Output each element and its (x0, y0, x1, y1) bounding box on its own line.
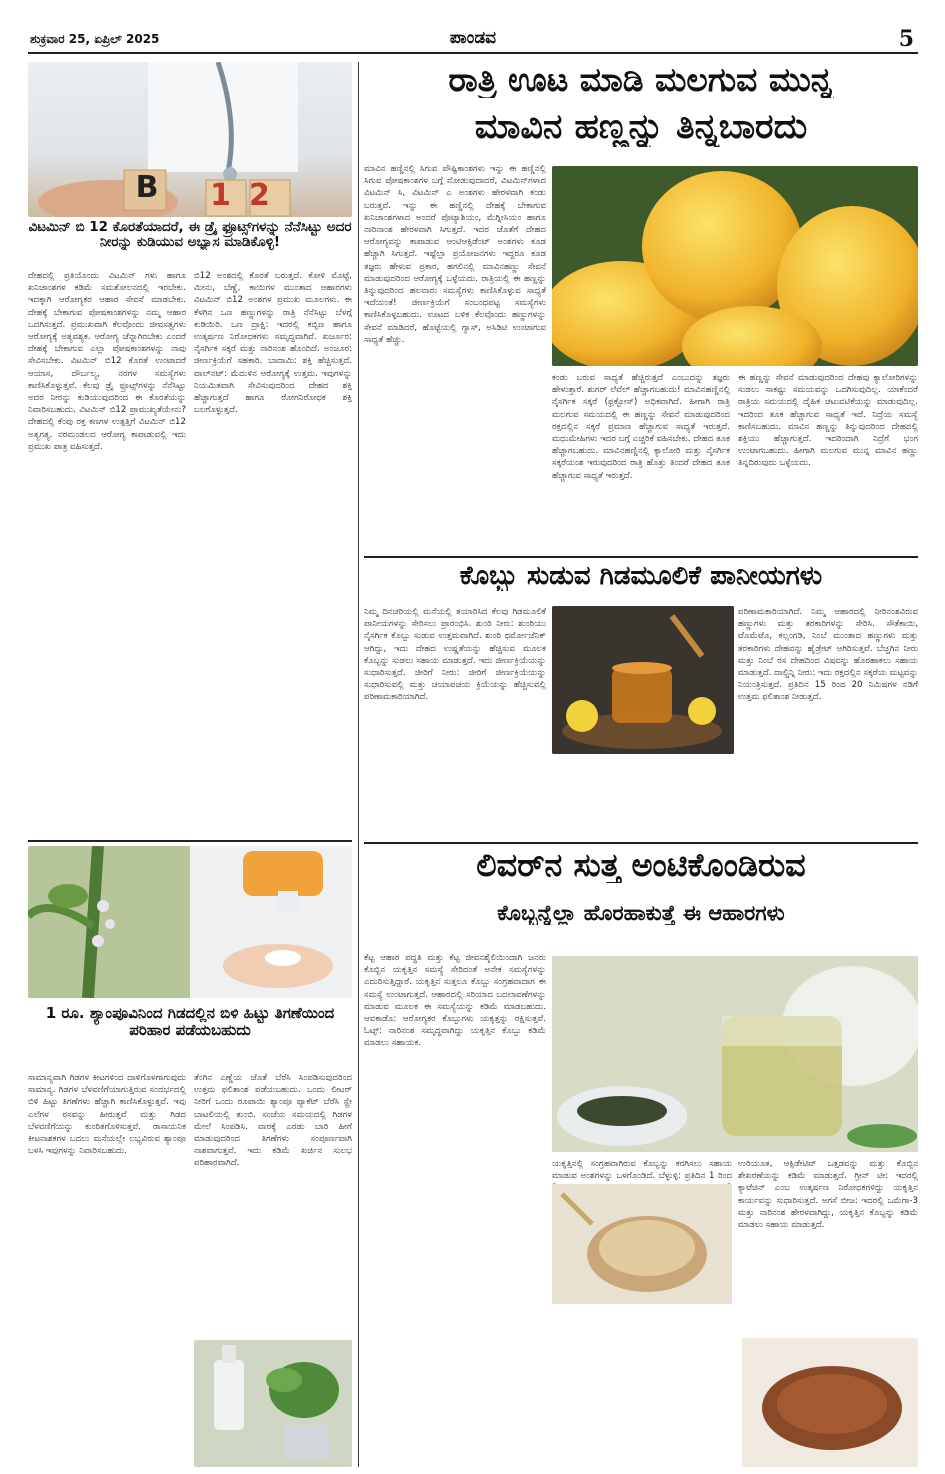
mango-fruit-image (552, 166, 918, 366)
tea-body-col1: ನಿಮ್ಮ ದಿನಚರಿಯಲ್ಲಿ ಮನೆಯಲ್ಲಿ ತಯಾರಿಸಿದ ಕೆಲವು ಗಿಡಮೂಲಿಕೆ ಪಾನೀಯಗಳನ್ನು ಸೇರಿಸಲು ಪ್ರಾರಂಭಿಸಿ. ಶುಂಠಿ ನೀರು: ಶುಂಠಿಯು ನೈಸರ್ಗಿಕ ಕೊಬ್ಬು ಸುಡುವ ಉತ್ತಮವಾಗಿದೆ. ಶುಂಠಿ ಥರ್ಮೋಜೆನಿಕ್ ಆಗಿದ್ದು, ಇದು ದೇಹದ ಉಷ್ಣತೆಯನ್ನು ಹೆಚ್ಚಿಸುವ ಮೂಲಕ ಕೊಬ್ಬನ್ನು ಸುಡಲು ಸಹಾಯ ಮಾಡುತ್ತದೆ. ಇದು ಜೀರ್ಣಕ್ರಿಯೆಯನ್ನು ಸುಧಾರಿಸುತ್ತದೆ. ಜೀರಿಗೆ ನೀರು: ಜೀರಿಗೆ ಜೀರ್ಣಕ್ರಿಯೆಯನ್ನು ಸುಧಾರಿಸುವಲ್ಲಿ ಮತ್ತು ಚಯಾಪಚಯ ಕ್ರಿಯೆಯನ್ನು ಹೆಚ್ಚಿಸುವಲ್ಲಿ ಪರಿಣಾಮಕಾರಿಯಾಗಿದೆ. (364, 607, 546, 703)
mango-body-left: ಮಾವಿನ ಹಣ್ಣಿನಲ್ಲಿ ಸಿಗುವ ಪೌಷ್ಟಿಕಾಂಶಗಳು ಇನ್ನು ಈ ಹಣ್ಣಿನಲ್ಲಿ ಸಿಗುವ ಪೋಷಕಾಂಶಗಳ ಬಗ್ಗೆ ನೋಡುವುದಾದರೆ, ವಿಟಮಿನ್‌ಗಳಾದ ವಿಟಮಿನ್ ಸಿ, ವಿಟಮಿನ್ ಎ ಅಂಶಗಳು ಹೇರಳವಾಗಿ ಕಂಡು ಬರುತ್ತವೆ. ಇನ್ನು ಈ ಹಣ್ಣಿನಲ್ಲಿ ದೇಹಕ್ಕೆ ಬೇಕಾಗುವ ಖನಿಜಾಂಶಗಳಾದ ಅಂದರೆ ಪೊಟ್ಯಾಶಿಯಂ, ಮೆಗ್ನೀಸಿಯಂ ಹಾಗೂ ನಾರಿನಾಂಶ ಹೇರಳವಾಗಿ ಸಿಗುತ್ತದೆ. ಇದರ ಜೊತೆಗೆ ದೇಹದ ಆರೋಗ್ಯವನ್ನು ಕಾಪಾಡುವ ಆಂಟಿಆಕ್ಸಿಡೆಂಟ್ ಅಂಶಗಳು ಕೂಡ ಹೆಚ್ಚಾಗಿ ಸಿಗುತ್ತದೆ. ಇಷ್ಟೆಲ್ಲಾ ಪ್ರಯೋಜನಗಳು ಇದ್ದರೂ ಕೂಡ ತಜ್ಞರು ಹೇಳುವ ಪ್ರಕಾರ, ಹಗಲಿನಲ್ಲಿ ಮಾವಿನಹಣ್ಣು ಸೇವನೆ ಮಾಡುವುದರಿಂದ ಆರೋಗ್ಯಕ್ಕೆ ಒಳ್ಳೆಯದು. ರಾತ್ರಿಯಲ್ಲಿ ಈ ಹಣ್ಣನ್ನು ತಿನ್ನುವುದರಿಂದ ಹಲವಾರು ಸಮಸ್ಯೆಗಳು ಕಾಣಿಸಿಕೊಳ್ಳುವ ಸಾಧ್ಯತೆ ಇದೆಯಂತೆ! ಜೀರ್ಣಕ್ರಿಯೆಗೆ ಸಂಬಂಧಪಟ್ಟ ಸಮಸ್ಯೆಗಳು ಕಾಣಿಸಿಕೊಳ್ಳಬಹುದು. ಊಟದ ಬಳಿಕ ಕೆಲವೊಂದು ಹಣ್ಣುಗಳನ್ನು ಸೇವನೆ ಮಾಡಿದರೆ, ಹೊಟ್ಟೆಯಲ್ಲಿ ಗ್ಯಾಸ್, ಅಸಿಡಿಟಿ ಉಂಟಾಗುವ ಸಾಧ್ಯತೆ ಹೆಚ್ಚು. (364, 164, 546, 345)
green-tea-image (552, 956, 918, 1152)
b12-body-col1: ದೇಹದಲ್ಲಿ ಪ್ರತಿಯೊಂದು ವಿಟಮಿನ್ ಗಳು ಹಾಗೂ ಖನಿಜಾಂಶಗಳ ಕಡಿಮೆ ಸಮತೋಲನದಲ್ಲಿ ಇರಬೇಕು. ಇದಕ್ಕಾಗಿ ಆರೋಗ್ಯಕರ ಆಹಾರ ಸೇವನೆ ಮಾಡಬೇಕು. ದೇಹಕ್ಕೆ ಬೇಕಾಗುವ ಪೋಷಕಾಂಶಗಳನ್ನು ನಮ್ಮ ಆಹಾರ ಒದಗಿಸುತ್ತದೆ. ಪ್ರಮುಖವಾಗಿ ಕೆಲವೊಂದು ಜೀವಸತ್ವಗಳು ಆರೋಗ್ಯಕ್ಕೆ ಅತ್ಯವಶ್ಯಕ. ಆರೋಗ್ಯ ಚೆನ್ನಾಗಿರಬೇಕು ಎಂದರೆ ದೇಹಕ್ಕೆ ಬೇಕಾಗುವ ಎಲ್ಲಾ ಪೋಷಕಾಂಶಗಳನ್ನು ನಾವು ಸೇವಿಸಬೇಕು. ವಿಟಮಿನ್ ಬಿ12 ಕೊರತೆ ಉಂಟಾದರೆ ಆಯಾಸ, ದೌರ್ಬಲ್ಯ, ನರಗಳ ಸಮಸ್ಯೆಗಳು ಕಾಣಿಸಿಕೊಳ್ಳುತ್ತವೆ. ಕೆಲವು ಡ್ರೈ ಫ್ರೂಟ್ಸ್‌ಗಳನ್ನು ನೆನೆಸಿಟ್ಟು ಅದರ ನೀರನ್ನು ಕುಡಿಯುವುದರಿಂದ ಈ ಕೊರತೆಯನ್ನು ನಿವಾರಿಸಬಹುದು. ವಿಟಮಿನ್ ಬಿ12 ಪ್ರಾಮುಖ್ಯತೆಯೇನು? ದೇಹದಲ್ಲಿ ಕೆಂಪು ರಕ್ತ ಕಣಗಳ ಉತ್ಪತ್ತಿಗೆ ವಿಟಮಿನ್ ಬಿ12 ಅತ್ಯಗತ್ಯ. ನರಮಂಡಲದ ಆರೋಗ್ಯ ಕಾಪಾಡುವಲ್ಲಿ ಇದು ಪ್ರಮುಖ ಪಾತ್ರ ವಹಿಸುತ್ತದೆ. (28, 271, 186, 452)
liver-body-col1: ಕೆಟ್ಟ ಆಹಾರ ಪದ್ಧತಿ ಮತ್ತು ಕೆಟ್ಟ ಜೀವನಶೈಲಿಯಿಂದಾಗಿ ಜನರು ಕೊಬ್ಬಿನ ಯಕೃತ್ತಿನ ಸಮಸ್ಯೆ ಸೇರಿದಂತೆ ಅನೇಕ ಸಮಸ್ಯೆಗಳನ್ನು ಎದುರಿಸುತ್ತಿದ್ದಾರೆ. ಯಕೃತ್ತಿನ ಸುತ್ತಲೂ ಕೊಬ್ಬು ಸಂಗ್ರಹವಾದಾಗ ಈ ಸಮಸ್ಯೆ ಉಂಟಾಗುತ್ತದೆ. ಆಹಾರದಲ್ಲಿ ಸರಿಯಾದ ಬದಲಾವಣೆಗಳನ್ನು ಮಾಡುವ ಮೂಲಕ ಈ ಸಮಸ್ಯೆಯನ್ನು ಕಡಿಮೆ ಮಾಡಬಹುದು. ಆವಕಾಡೊ: ಆರೋಗ್ಯಕರ ಕೊಬ್ಬುಗಳು ಯಕೃತ್ತನ್ನು ರಕ್ಷಿಸುತ್ತವೆ. ಓಟ್ಸ್: ನಾರಿನಂಶ ಸಮೃದ್ಧವಾಗಿದ್ದು ಯಕೃತ್ತಿನ ಕೊಬ್ಬು ಕಡಿಮೆ ಮಾಡಲು ಸಹಾಯಕ. (364, 953, 546, 1049)
liver-headline-line2: ಕೊಬ್ಬನ್ನೆಲ್ಲಾ ಹೊರಹಾಕುತ್ತೆ ಈ ಆಹಾರಗಳು (497, 902, 785, 925)
b12-body-col2: ಬಿ12 ಅಂಶದಲ್ಲಿ ಕೊರತೆ ಬರುತ್ತದೆ. ಕೋಳಿ ಮೊಟ್ಟೆ, ಮೀನು, ಬೆಣ್ಣೆ, ಕಾಯಿಗಳ ಮುಂತಾದ ಆಹಾರಗಳು ವಿಟಮಿನ್ ಬಿ12 ಅಂಶಗಳ ಪ್ರಮುಖ ಮೂಲಗಳು. ಈ ಕೆಳಗಿನ ಒಣ ಹಣ್ಣುಗಳನ್ನು ರಾತ್ರಿ ನೆನೆಸಿಟ್ಟು ಬೆಳಗ್ಗೆ ಕುಡಿಯಿರಿ. ಒಣ ದ್ರಾಕ್ಷಿ: ಇದರಲ್ಲಿ ಕಬ್ಬಿಣ ಹಾಗೂ ಉತ್ಕರ್ಷಣ ನಿರೋಧಕಗಳು ಸಮೃದ್ಧವಾಗಿವೆ. ಖರ್ಜೂರ: ನೈಸರ್ಗಿಕ ಸಕ್ಕರೆ ಮತ್ತು ನಾರಿನಂಶ ಹೊಂದಿದೆ. ಅಂಜೂರ: ಜೀರ್ಣಕ್ರಿಯೆಗೆ ಸಹಕಾರಿ. ಬಾದಾಮಿ: ಶಕ್ತಿ ಹೆಚ್ಚಿಸುತ್ತದೆ. ವಾಲ್‌ನಟ್: ಮೆದುಳಿನ ಆರೋಗ್ಯಕ್ಕೆ ಉತ್ತಮ. ಇವುಗಳನ್ನು ನಿಯಮಿತವಾಗಿ ಸೇವಿಸುವುದರಿಂದ ದೇಹದ ಶಕ್ತಿ ಹೆಚ್ಚಾಗುತ್ತದೆ ಹಾಗೂ ರೋಗನಿರೋಧಕ ಶಕ್ತಿ ಬಲಗೊಳ್ಳುತ್ತದೆ. (194, 271, 352, 416)
newspaper-masthead: ಪಾಂಡವ (449, 28, 497, 48)
liver-body-col2: ಯಕೃತ್ತಿನಲ್ಲಿ ಸಂಗ್ರಹವಾಗಿರುವ ಕೊಬ್ಬನ್ನು ಕರಗಿಸಲು ಸಹಾಯ ಮಾಡುವ ಅಂಶಗಳನ್ನು ಒಳಗೊಂಡಿದೆ. ಬೆಳ್ಳುಳ್ಳಿ: ಪ್ರತಿದಿನ 1 ರಿಂದ (552, 1159, 732, 1182)
tea-body-col2: ಪರಿಣಾಮಕಾರಿಯಾಗಿದೆ. ನಿಮ್ಮ ಆಹಾರದಲ್ಲಿ ನೀರಿನಂಶವಿರುವ ಹಣ್ಣುಗಳು ಮತ್ತು ತರಕಾರಿಗಳನ್ನು ಸೇರಿಸಿ. ಸೌತೆಕಾಯಿ, ಟೊಮೆಟೊ, ಕಲ್ಲಂಗಡಿ, ನಿಂಬೆ ಮುಂತಾದ ಹಣ್ಣುಗಳು ಮತ್ತು ತರಕಾರಿಗಳು ದೇಹವನ್ನು ಹೈಡ್ರೇಟ್ ಆಗಿರಿಸುತ್ತವೆ. ಬೆಚ್ಚಗಿನ ನೀರು ಮತ್ತು ನಿಂಬೆ ರಸ ದೇಹದಿಂದ ವಿಷವನ್ನು ಹೊರಹಾಕಲು ಸಹಾಯ ಮಾಡುತ್ತದೆ. ದಾಲ್ಚಿನ್ನಿ ನೀರು: ಇದು ರಕ್ತದಲ್ಲಿನ ಸಕ್ಕರೆಯ ಮಟ್ಟವನ್ನು ನಿಯಂತ್ರಿಸುತ್ತದೆ. ಪ್ರತಿದಿನ 15 ರಿಂದ 20 ನಿಮಿಷಗಳ ನಡಿಗೆ ಉತ್ತಮ ಫಲಿತಾಂಶ ನೀಡುತ್ತದೆ. (738, 607, 918, 703)
column-divider (358, 62, 359, 1467)
page-header (28, 28, 918, 54)
shampoo-body-col2: ತೆಂಗಿನ ಎಣ್ಣೆಯ ಜೊತೆ ಬೆರೆಸಿ ಸಿಂಪಡಿಸುವುದರಿಂದ ಉತ್ತಮ ಫಲಿತಾಂಶ ಪಡೆಯಬಹುದು. ಒಂದು ಲೀಟರ್ ನೀರಿಗೆ ಒಂದು ರೂಪಾಯಿ ಶ್ಯಾಂಪೂ ಪ್ಯಾಕೆಟ್ ಬೆರೆಸಿ ಸ್ಪ್ರೇ ಬಾಟಲಿಯಲ್ಲಿ ತುಂಬಿ. ಸಂಜೆಯ ಸಮಯದಲ್ಲಿ ಗಿಡಗಳ ಮೇಲೆ ಸಿಂಪಡಿಸಿ. ವಾರಕ್ಕೆ ಎರಡು ಬಾರಿ ಹೀಗೆ ಮಾಡುವುದರಿಂದ ತಿಗಣೆಗಳು ಸಂಪೂರ್ಣವಾಗಿ ನಾಶವಾಗುತ್ತವೆ. ಇದು ಕಡಿಮೆ ಖರ್ಚಿನ ಸುಲಭ ಪರಿಹಾರವಾಗಿದೆ. (194, 1073, 352, 1169)
b12-number-block: 12 (210, 178, 288, 213)
section-divider (28, 840, 352, 842)
shampoo-body-col1: ಸಾಮಾನ್ಯವಾಗಿ ಗಿಡಗಳ ಕೀಟಗಳಿಂದ ದಾಳಿಗೊಳಗಾಗುವುದು ಸಾಮಾನ್ಯ. ಗಿಡಗಳ ಬೆಳವಣಿಗೆಯಾಗುತ್ತಿರುವ ಸಂದರ್ಭದಲ್ಲಿ ಬಿಳಿ ಹಿಟ್ಟು ತಿಗಣೆಗಳು ಹೆಚ್ಚಾಗಿ ಕಾಣಿಸಿಕೊಳ್ಳುತ್ತವೆ. ಇವು ಎಲೆಗಳ ರಸವನ್ನು ಹೀರುತ್ತವೆ ಮತ್ತು ಗಿಡದ ಬೆಳವಣಿಗೆಯನ್ನು ಕುಂಠಿತಗೊಳಿಸುತ್ತವೆ. ರಾಸಾಯನಿಕ ಕೀಟನಾಶಕಗಳ ಬದಲು ಮನೆಯಲ್ಲೇ ಲಭ್ಯವಿರುವ ಶ್ಯಾಂಪೂ ಬಳಸಿ ಇವುಗಳನ್ನು ನಿವಾರಿಸಬಹುದು. (28, 1073, 186, 1157)
b12-headline: ವಿಟಮಿನ್ ಬಿ 12 ಕೊರತೆಯಾದರೆ, ಈ ಡ್ರೈ ಫ್ರೂಟ್ಸ್‌ಗಳನ್ನು ನೆನೆಸಿಟ್ಟು ಅದರ ನೀರನ್ನು ಕುಡಿಯುವ ಅಭ್ಯಾಸ ಮಾಡಿಕೊಳ್ಳಿ! (28, 220, 352, 250)
liver-body-col3: ಉರಿಯೂತ, ಆಕ್ಸಿಡೇಟಿವ್ ಒತ್ತಡವನ್ನು ಮತ್ತು ಕೊಬ್ಬಿನ ಶೇಖರಣೆಯನ್ನು ಕಡಿಮೆ ಮಾಡುತ್ತದೆ. ಗ್ರೀನ್ ಟೀ: ಇದರಲ್ಲಿ ಕ್ಯಾಟೆಚಿನ್ ಎಂಬ ಉತ್ಕರ್ಷಣ ನಿರೋಧಕಗಳಿದ್ದು ಯಕೃತ್ತಿನ ಕಾರ್ಯವನ್ನು ಸುಧಾರಿಸುತ್ತದೆ. ಅಗಸೆ ಬೀಜ: ಇದರಲ್ಲಿ ಒಮೆಗಾ-3 ಮತ್ತು ನಾರಿನಂಶ ಹೇರಳವಾಗಿದ್ದು, ಯಕೃತ್ತಿನ ಕೊಬ್ಬನ್ನು ಕಡಿಮೆ ಮಾಡಲು ಸಹಾಯ ಮಾಡುತ್ತದೆ. (738, 1159, 918, 1231)
oats-image (552, 1184, 732, 1304)
flax-seeds-image (742, 1338, 918, 1467)
section-divider (364, 556, 918, 558)
mango-headline-line2: ಮಾವಿನ ಹಣ್ಣನ್ನು ತಿನ್ನಬಾರದು (474, 108, 808, 147)
section-divider (364, 842, 918, 844)
shampoo-headline: 1 ರೂ. ಶ್ಯಾಂಪೂವಿನಿಂದ ಗಿಡದಲ್ಲಿನ ಬಿಳಿ ಹಿಟ್ಟು ತಿಗಣೆಯಿಂದ ಪರಿಹಾರ ಪಡೆಯಬಹುದು (45, 1005, 335, 1038)
b12-letter-block: B (135, 170, 159, 205)
spray-plant-image (194, 1340, 352, 1467)
page-number: 5 (898, 26, 914, 52)
liver-headline-line1: ಲಿವರ್‌ನ ಸುತ್ತ ಅಂಟಿಕೊಂಡಿರುವ (476, 848, 806, 884)
mango-body-mid: ಕಂಡು ಬರುವ ಸಾಧ್ಯತೆ ಹೆಚ್ಚಿರುತ್ತದೆ ಎಂಬುದನ್ನು ತಜ್ಞರು ಹೇಳುತ್ತಾರೆ. ಶುಗರ್ ಲೆವೆಲ್ ಹೆಚ್ಚಾಗಬಹುದು! ಮಾವಿನಹಣ್ಣಿನಲ್ಲಿ ನೈಸರ್ಗಿಕ ಸಕ್ಕರೆ (ಫ್ರಕ್ಟೋಸ್) ಅಧಿಕವಾಗಿದೆ. ಹೀಗಾಗಿ ರಾತ್ರಿ ಮಲಗುವ ಸಮಯದಲ್ಲಿ ಈ ಹಣ್ಣನ್ನು ಸೇವನೆ ಮಾಡುವುದರಿಂದ ರಕ್ತದಲ್ಲಿನ ಸಕ್ಕರೆ ಪ್ರಮಾಣ ಹೆಚ್ಚಾಗುವ ಸಾಧ್ಯತೆ ಇರುತ್ತದೆ. ಮಧುಮೇಹಿಗಳು ಇದರ ಬಗ್ಗೆ ಎಚ್ಚರಿಕೆ ವಹಿಸಬೇಕು. ದೇಹದ ತೂಕ ಹೆಚ್ಚಾಗಬಹುದು. ಮಾವಿನಹಣ್ಣಿನಲ್ಲಿ ಕ್ಯಾಲೋರಿ ಮತ್ತು ನೈಸರ್ಗಿಕ ಸಕ್ಕರೆಯಂಶ ಇರುವುದರಿಂದ ರಾತ್ರಿ ಹೊತ್ತು ತಿಂದರೆ ದೇಹದ ತೂಕ ಹೆಚ್ಚಾಗುವ ಸಾಧ್ಯತೆ ಇರುತ್ತದೆ. (552, 373, 730, 481)
tea-headline: ಕೊಬ್ಬು ಸುಡುವ ಗಿಡಮೂಲಿಕೆ ಪಾನೀಯಗಳು (459, 562, 823, 591)
herbal-tea-image (552, 606, 734, 754)
b12-doctor-image (28, 62, 352, 217)
mango-headline-line1: ರಾತ್ರಿ ಊಟ ಮಾಡಿ ಮಲಗುವ ಮುನ್ನ (448, 62, 834, 99)
issue-date: ಶುಕ್ರವಾರ 25, ಏಪ್ರಿಲ್ 2025 (30, 32, 160, 46)
mango-body-right: ಈ ಹಣ್ಣನ್ನು ಸೇವನೆ ಮಾಡುವುದರಿಂದ ದೇಹವು ಕ್ಯಾಲೋರಿಗಳನ್ನು ಸುಡಲು ಸಾಕಷ್ಟು ಸಮಯವನ್ನು ಒದಗಿಸುವುದಿಲ್ಲ. ಯಾಕೆಂದರೆ ರಾತ್ರಿಯ ಸಮಯದಲ್ಲಿ ದೈಹಿಕ ಚಟುವಟಿಕೆಯನ್ನು ಮಾಡುವುದಿಲ್ಲ. ಇದರಿಂದ ತೂಕ ಹೆಚ್ಚಾಗುವ ಸಾಧ್ಯತೆ ಇದೆ. ನಿದ್ರೆಯ ಸಮಸ್ಯೆ ಕಾಣಿಸಬಹುದು. ಮಾವಿನ ಹಣ್ಣನ್ನು ತಿನ್ನುವುದರಿಂದ ದೇಹದಲ್ಲಿ ಶಕ್ತಿಯು ಹೆಚ್ಚಾಗುತ್ತದೆ. ಇದರಿಂದಾಗಿ ನಿದ್ರೆಗೆ ಭಂಗ ಉಂಟಾಗಬಹುದು. ಹೀಗಾಗಿ ಮಲಗುವ ಮುನ್ನ ಮಾವಿನ ಹಣ್ಣು ತಿನ್ನದಿರುವುದು ಒಳ್ಳೆಯದು. (738, 373, 918, 469)
plant-mealybug-shampoo-image (28, 846, 352, 998)
